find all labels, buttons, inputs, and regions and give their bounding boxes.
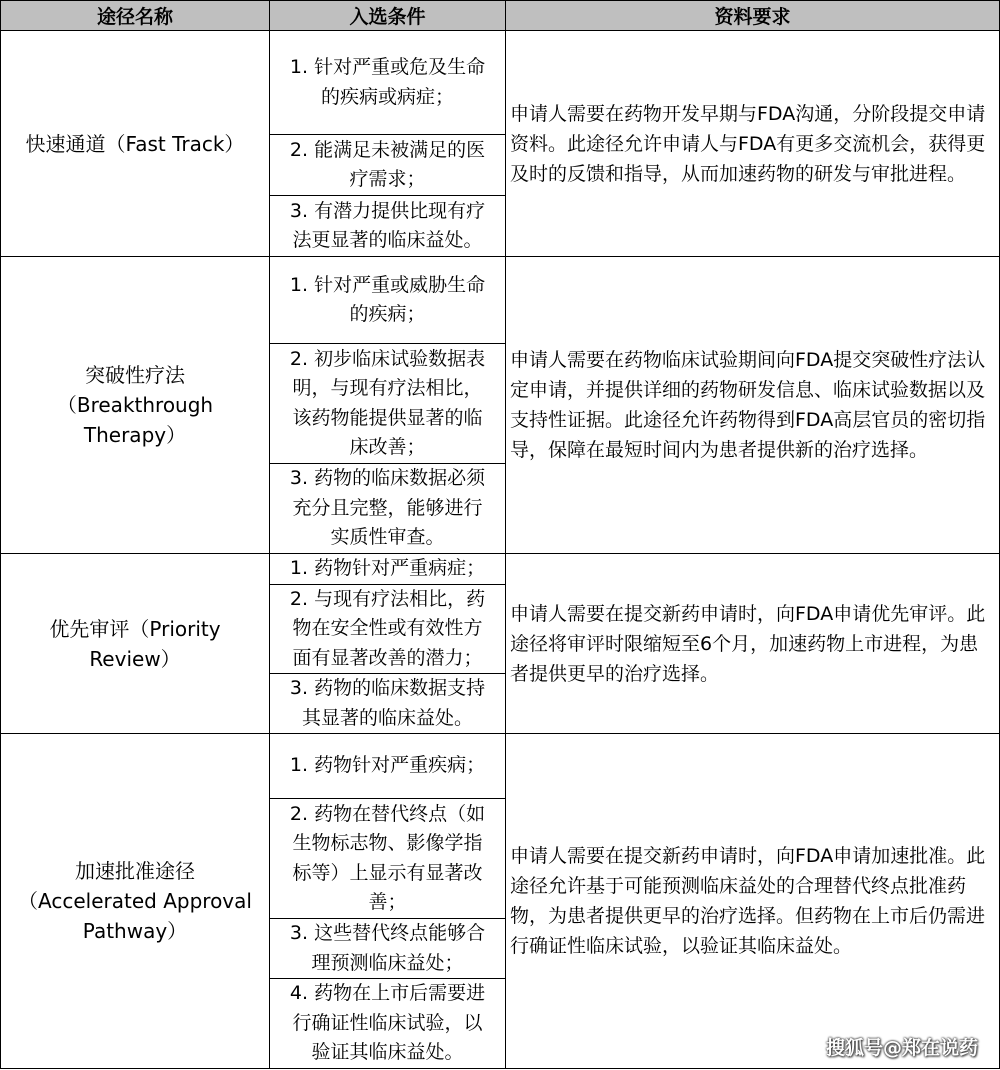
criteria-cell xyxy=(270,919,506,979)
path-name-line: （Accelerated Approval xyxy=(18,888,252,913)
criteria-line: 其显著的临床益处。 xyxy=(301,706,473,729)
path-name-cell xyxy=(1,734,270,1069)
table-row xyxy=(1,31,1000,135)
requirements-cell: 申请人需要在药物开发早期与FDA沟通，分阶段提交申请资料。此途径允许申请人与FDA有更多交流机会，获得更及时的反馈和指导，从而加速药物的研发与审批进程。 xyxy=(506,31,1000,257)
path-name-line: （Breakthrough xyxy=(56,393,214,417)
table-row xyxy=(1,554,1000,585)
criteria-cell xyxy=(270,257,506,344)
criteria-line: 善； xyxy=(368,891,407,913)
criteria-line: 实质性审查。 xyxy=(330,526,445,549)
criteria-line: 1. 药物针对严重病症； xyxy=(289,557,486,579)
criteria-line: 的疾病； xyxy=(349,303,426,325)
criteria-cell xyxy=(270,135,506,196)
criteria-cell xyxy=(270,979,506,1069)
criteria-line: 验证其临床益处。 xyxy=(311,1041,464,1063)
criteria-cell xyxy=(270,344,506,464)
criteria-line: 面有显著改善的潜力； xyxy=(292,646,483,669)
criteria-line: 2. 初步临床试验数据表 xyxy=(289,347,486,370)
criteria-cell xyxy=(270,584,506,674)
criteria-line: 理预测临床益处； xyxy=(311,951,464,974)
criteria-cell xyxy=(270,734,506,799)
header-row xyxy=(1,1,1000,31)
requirements-cell: 申请人需要在提交新药申请时，向FDA申请加速批准。此途径允许基于可能预测临床益处的合理替代终点批准药物，为患者提供更早的治疗选择。但药物在上市后仍需进行确证性临床试验，以验证其临床益处。 xyxy=(506,734,1000,1069)
criteria-cell xyxy=(270,464,506,554)
criteria-cell xyxy=(270,31,506,135)
criteria-line: 该药物能提供显著的临 xyxy=(292,406,483,429)
watermark: 搜狐号@郑在说药 xyxy=(825,1037,978,1059)
path-name-line: 加速批准途径 xyxy=(75,858,195,883)
requirements-cell: 申请人需要在药物临床试验期间向FDA提交突破性疗法认定申请，并提供详细的药物研发信息、临床试验数据以及支持性证据。此途径允许药物得到FDA高层官员的密切指导，保障在最短时间内为患者提供新的治疗选择。 xyxy=(506,257,1000,554)
criteria-line: 疗需求； xyxy=(349,168,426,190)
path-name-line: Therapy） xyxy=(83,423,187,447)
path-name-line: Review） xyxy=(89,646,181,671)
criteria-line: 3. 药物的临床数据必须 xyxy=(289,467,486,490)
criteria-line: 的疾病或病症； xyxy=(320,85,454,108)
header-requirements: 资料要求 xyxy=(506,1,1000,31)
path-name-cell xyxy=(1,257,270,554)
header-path-name: 途径名称 xyxy=(1,1,270,31)
criteria-cell xyxy=(270,196,506,257)
table-row xyxy=(1,734,1000,799)
criteria-line: 明，与现有疗法相比， xyxy=(292,377,483,399)
criteria-line: 标等）上显示有显著改 xyxy=(292,861,483,884)
table-row xyxy=(1,257,1000,344)
path-name-line: Pathway） xyxy=(82,918,188,943)
path-name-line: 优先审评（Priority xyxy=(49,616,221,641)
path-name-line: 快速通道（Fast Track） xyxy=(25,131,245,156)
criteria-cell xyxy=(270,799,506,919)
criteria-line: 物在安全性或有效性方 xyxy=(292,617,483,639)
criteria-cell xyxy=(270,674,506,734)
criteria-line: 3. 这些替代终点能够合 xyxy=(289,922,486,944)
criteria-line: 3. 有潜力提供比现有疗 xyxy=(289,199,486,222)
path-name-line: 突破性疗法 xyxy=(85,363,185,387)
requirements-cell: 申请人需要在提交新药申请时，向FDA申请优先审评。此途径将审评时限缩短至6个月，加速药物上市进程，为患者提供更早的治疗选择。 xyxy=(506,554,1000,734)
path-name-cell xyxy=(1,554,270,734)
criteria-line: 2. 与现有疗法相比，药 xyxy=(289,587,486,610)
criteria-line: 1. 针对严重或威胁生命 xyxy=(289,273,486,296)
header-criteria: 入选条件 xyxy=(270,1,506,31)
criteria-line: 法更显著的临床益处。 xyxy=(292,229,483,251)
criteria-line: 3. 药物的临床数据支持 xyxy=(289,677,486,699)
criteria-line: 4. 药物在上市后需要进 xyxy=(289,982,486,1004)
path-name-cell xyxy=(1,31,270,257)
criteria-line: 2. 药物在替代终点（如 xyxy=(289,802,486,825)
criteria-line: 1. 针对严重或危及生命 xyxy=(289,56,486,78)
criteria-line: 1. 药物针对严重疾病； xyxy=(289,754,486,777)
criteria-line: 充分且完整，能够进行 xyxy=(292,496,483,519)
criteria-line: 生物标志物、影像学指 xyxy=(292,832,483,854)
criteria-line: 2. 能满足未被满足的医 xyxy=(289,138,486,161)
criteria-cell xyxy=(270,554,506,585)
criteria-line: 行确证性临床试验，以 xyxy=(292,1011,483,1034)
criteria-line: 床改善； xyxy=(349,436,426,458)
